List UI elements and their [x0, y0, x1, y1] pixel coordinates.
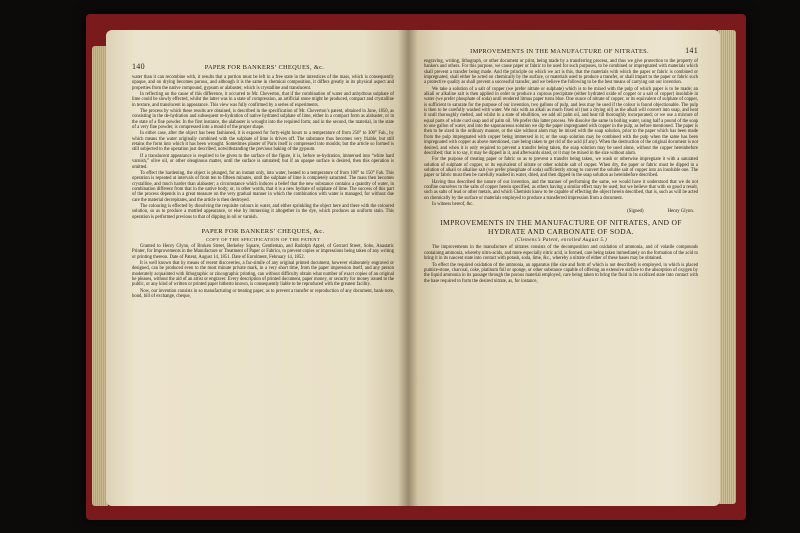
signature-line — [424, 209, 694, 214]
right-page-number: 141 — [685, 46, 698, 55]
left-running-title: PAPER FOR BANKERS’ CHEQUES, &c. — [204, 64, 325, 71]
paragraph: Now, our invention consists in so manufacturing or treating paper, as to prevent a transfer or reproduction of any document, bank-note, bond, bill of exchange, cheque, — [132, 288, 394, 300]
left-page — [106, 30, 408, 506]
signature-name: Henry Glynn. — [667, 209, 694, 215]
paragraph: The improvements in the manufacture of nitrates consists of the decomposition and oxidation of ammonia, and of volatile compounds containing ammonia, whereby nitro-acids, and more especially nitric acid, is formed, care being taken immediately on the formation of the acid to bring it in its nascent state into contact with potash, soda, lime, &c., whereby a nitrate of either of these bases may be obtained. — [424, 245, 698, 262]
paragraph: In either case, after the object has been fashioned, it is exposed for forty-eight hours to a temperature of from 250° to 300° Fah., by which means the water originally combined with the sulphate of lime is driven off. The substance thus becomes very friable, but still retains the form into which it has been wrought. Sometimes plaster of Paris itself is compressed into moulds; but the article so formed is still subjected to the operation just described, notwithstanding the previous baking of the gypsum. — [132, 131, 394, 153]
paragraph: To effect the hardening, the object is plunged, for an instant only, into water, heated to a temperature of from 100° to 150° Fah. This operation is repeated at intervals of from ten to fifteen minutes, until the sulphate of lime is completely saturated. The mass then becomes crystalline, and much harder than alabaster; a circumstance which induces a belief that the new substance contains a quantity of water, in combination different from that in the native body; or, in other words, that it is a new hydrate of sulphate of lime. The success of this part of the process depends in a great measure on the very gradual manner in which the combination with water is managed, for without due care the material decrepitates, and the article is then destroyed. — [132, 170, 394, 203]
section-title: IMPROVEMENTS IN THE MANUFACTURE OF NITRATES, AND OF HYDRATE AND CARBONATE OF SODA. — [440, 218, 682, 236]
paragraph: To effect the required oxidation of the ammonia, an apparatus (the size and form of which is not described) is employed, in which is placed pumice-stone, charcoal, coke, platinum foil or sponge, or other substance capable of offering an extensive surface to the absorption of oxygen by the liquid ammonia in its passage through the porous material employed, care being taken to bring the fluid in its oxidized state into contact with the base required to form the desired nitrate, as, for instance, — [424, 262, 698, 284]
paragraph: For the purpose of treating paper or fabric so as to prevent a transfer being taken, we wash or otherwise impregnate it with a saturated solution of sulphate of copper, or its equivalent of nitrate or other soluble salt of copper. When dry, the paper or fabric must be dipped in a solution of alkali or alkaline salt (we prefer phosphate of soda) sufficiently strong to convert the soluble salt of copper into an insoluble one. The paper or fabric must then be carefully washed in water, dried, and then dipped in the soap solution as hereinbefore described. — [424, 157, 698, 179]
left-running-head — [132, 62, 394, 71]
left-page-number: 140 — [132, 62, 145, 71]
paragraph: Having thus described the nature of our invention, and the manner of performing the same, we would have it understood that we do not confine ourselves to the salts of copper herein specified, as others having a similar effect may be used; but we believe that with so good a result, such as salts of lead or other metals, and which Chemists know to be capable of effecting the object herein described, that is, such as will be acted on chemically by the surface or materials employed to produce a transferred impression from a document. — [424, 179, 698, 201]
paragraph: water than it can recombine with, it results that a portion must be left in a free state in the interstices of the mass, which is consequently opaque, and on drying becomes porous, and although it is the same in chemical composition, it differs greatly in its physical aspect and properties from the native compound, gypsum or alabaster, which is crystalline and translucent. — [132, 75, 394, 91]
right-body — [424, 59, 698, 284]
section-subtitle: COPY OF THE SPECIFICATION OF THE PATENT — [205, 236, 321, 242]
right-running-title: IMPROVEMENTS IN THE MANUFACTURE OF NITRATES. — [470, 48, 649, 55]
right-page — [408, 30, 720, 506]
paragraph: In witness hereof, &c. — [432, 201, 474, 207]
left-body — [132, 75, 394, 299]
paragraph: The colouring is effected by dissolving the requisite colours in water, and either sprinkling the object here and there with the coloured solution, so as to produce a mottled appearance, or else by immersing it altogether in the dye, which produces an uniform stain. This operation is performed previous to that of dipping in oil or varnish. — [132, 203, 394, 220]
paragraph: The process by which these results are obtained, is described in the specification of Mr. Cheverton’s patent, obtained in June, 1850, as consisting in the de-hydration and subsequent re-hydration of native hydrated sulphate of lime, either in a compact form as alabaster, or in the state of a fine powder. In the first instance, the alabaster is wrought into the required form; and in the second, the material, in the state of a very fine powder, is compressed into a mould of the proper shape. — [132, 109, 394, 131]
signature-label: (Signed) — [627, 209, 644, 215]
paragraph: In reflecting on the cause of this difference, it occurred to Mr. Cheverton, that if the combination of water and anhydrous sulphate of lime could be slowly effected, whilst the latter was in a state of compression, an artificial stone might be produced, compact and crystalline in texture, and translucent in appearance. This view was fully confirmed by a series of experiments. — [132, 92, 394, 108]
paragraph: engraving, writing, lithograph, or other document or print, being made by a transferring process, and thus we give protection to the property of bankers and others. For this purpose, we cause paper or fabric to be used for such purposes, to be combined or impregnated with materials which shall prevent a transfer being made. And the principle on which we act is this, that the materials with which the paper or fabric is combined or impregnated, shall either be acted on chemically by the surface, or materials used to produce a transfer, or shall impart to the paper or fabric such a protective quality as shall prevent a successful transfer, and we believe the following to be the best means of carrying out our invention. — [424, 59, 698, 86]
grant-paragraph: Granted to Henry Glynn, of Broken Street, Berkeley Square, Gentleman, and Rudolph Appel, of Gerrard Street, Soho, Anastatic Printer, for Improvements in the Manufacture or Treatment of Paper or Fabrics, to prevent copies or impressions being taken of any writing or printing thereon. Date of Patent, August 14, 1851. Date of Enrolment, February 14, 1852. — [132, 243, 394, 260]
section-title: PAPER FOR BANKERS’ CHEQUES, &c. — [201, 227, 325, 235]
page-edges-right — [718, 30, 736, 504]
section-subtitle: (Clemens’s Patent, enrolled August 5.) — [514, 238, 608, 244]
paragraph: We take a solution of a salt of copper (we prefer nitrate or sulphate) which is to be mixed with the pulp of which paper is to be made; an alkali or alkaline salt is then applied in order to produce a cuprous precipitate (either hydrated oxide of copper or a salt of copper) insoluble in water (we prefer phosphate of soda) until rendered litmus paper turns blue. One ounce of nitrate of copper, or its equivalent of sulphate of copper, is sufficient to saturate for the purpose of our invention, two gallons of pulp, and less may be used if the colour is found objectionable. The pulp is then to be carefully washed with water. We mix with an alkali as much fixed oil (not a drying oil) as the alkali will convert into soap, and heat it until thoroughly melted, and whilst in a state of ebullition, we add oil palm oil, and heat till thoroughly incorporated; or we use a mixture of equal parts of white curd soap and of palm oil. We prefer this latter process. We dissolve the same in boiling water, using half a pound of the soap to one gallon of water, and into the saponaceous solution we dip the paper impregnated with copper in the pulp, as before mentioned. The paper is then to be sized in the ordinary manner, or the size without alum may be mixed with the soap solution, prior to the paper which has been made from the pulp impregnated with copper being immersed in it; or the soap solution may be combined with the pulp when the same has been impregnated with copper as above mentioned, care being taken to get rid of the acid (if any). When the destruction of the original document is not desired, and when it is only required to prevent a transfer being taken, the soap solution may be used alone, without the copper hereinbefore described; that is to say, it may be dipped in it, and afterwards sized, or it may be mixed in the size without alum. — [424, 86, 698, 156]
paragraph: If a translucent appearance is required to be given to the surface of the figure, it is, before re-hydration, immersed into “white hard varnish,” olive oil, or other oleaginous matter, until the surface is saturated; but if an opaque surface is desired, then this operation is omitted. — [132, 153, 394, 170]
paragraph: It is well known that by means of recent discoveries, a fac-simile of any original printed document, however elaborately engraved or designed, can be produced even to the most minute private mark, in a very short time, from the paper impression itself, and any person moderately acquainted with lithographic or zincographic printing, can without difficulty obtain what number of exact copies of an original he pleases, without the aid of an artist or engraver. Every description of printed document, paper money, or security for money issued to the public, or any kind of written or printed paper hitherto known, is consequently liable to be reproduced with the greatest facility. — [132, 260, 394, 288]
right-running-head — [424, 46, 698, 55]
